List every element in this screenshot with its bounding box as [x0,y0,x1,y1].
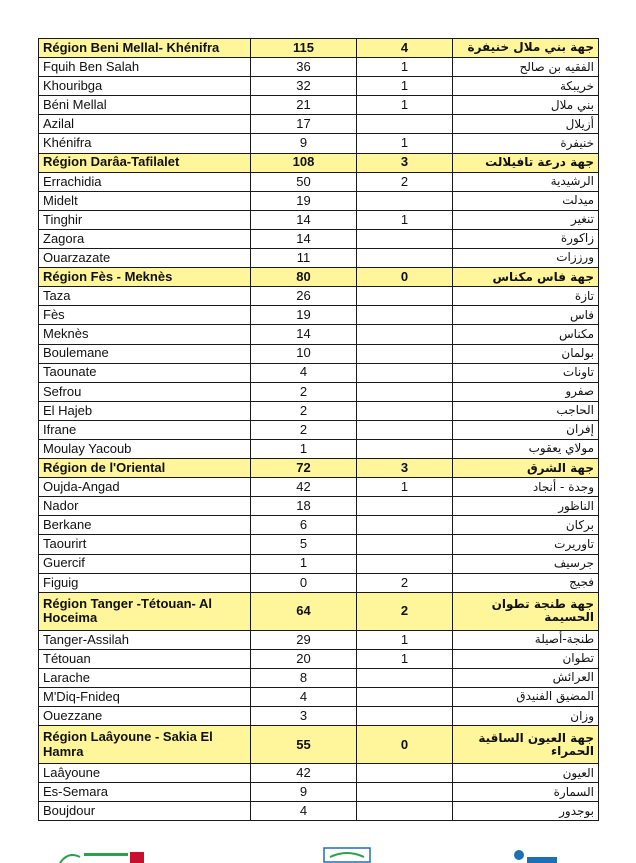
city-row [39,573,599,592]
name-ar-cell: تازة [453,287,599,306]
deaths-cell: 2 [357,172,453,191]
cases-cell: 9 [251,783,357,802]
name-ar-cell: بولمان [453,344,599,363]
deaths-cell [357,688,453,707]
cases-cell: 2 [251,382,357,401]
deaths-cell: 1 [357,210,453,229]
city-row [39,229,599,248]
name-ar-cell: جهة الشرق [453,459,599,478]
name-fr-cell: Boujdour [39,802,251,821]
cases-cell: 1 [251,554,357,573]
cases-cell: 32 [251,77,357,96]
cases-cell: 108 [251,153,357,172]
name-fr-cell: M'Diq-Fnideq [39,688,251,707]
name-fr-cell: Sefrou [39,382,251,401]
deaths-cell: 2 [357,573,453,592]
deaths-cell: 1 [357,96,453,115]
cases-cell: 18 [251,497,357,516]
city-row [39,210,599,229]
name-ar-cell: جرسيف [453,554,599,573]
city-row [39,191,599,210]
region-cases-table [38,38,599,821]
name-ar-cell: أزيلال [453,115,599,134]
name-fr-cell: Région Beni Mellal- Khénifra [39,39,251,58]
name-ar-cell: جهة العيون الساقية الحمراء [453,726,599,764]
name-ar-cell: ورززات [453,249,599,268]
deaths-cell [357,401,453,420]
cases-cell: 4 [251,363,357,382]
deaths-cell [357,707,453,726]
name-fr-cell: Tinghir [39,210,251,229]
name-fr-cell: Région Laâyoune - Sakia El Hamra [39,726,251,764]
city-row [39,382,599,401]
deaths-cell [357,229,453,248]
footer-logos [0,847,636,863]
cases-cell: 19 [251,306,357,325]
name-ar-cell: وزان [453,707,599,726]
deaths-cell [357,382,453,401]
deaths-cell: 3 [357,459,453,478]
name-ar-cell: الفقيه بن صالح [453,58,599,77]
deaths-cell [357,287,453,306]
name-ar-cell: جهة فاس مكناس [453,268,599,287]
deaths-cell [357,783,453,802]
deaths-cell [357,802,453,821]
name-fr-cell: Guercif [39,554,251,573]
name-fr-cell: Azilal [39,115,251,134]
city-row [39,668,599,687]
deaths-cell: 0 [357,726,453,764]
name-ar-cell: جهة بني ملال خنيفرة [453,39,599,58]
city-row [39,783,599,802]
name-ar-cell: ميدلت [453,191,599,210]
city-row [39,630,599,649]
name-fr-cell: Taounate [39,363,251,382]
city-row [39,649,599,668]
name-ar-cell: وجدة - أنجاد [453,478,599,497]
name-fr-cell: Taourirt [39,535,251,554]
cases-cell: 72 [251,459,357,478]
deaths-cell: 1 [357,58,453,77]
cases-cell: 21 [251,96,357,115]
name-fr-cell: Laâyoune [39,764,251,783]
cases-cell: 1 [251,439,357,458]
name-fr-cell: Région Fès - Meknès [39,268,251,287]
cases-cell: 0 [251,573,357,592]
name-fr-cell: Meknès [39,325,251,344]
name-fr-cell: Tétouan [39,649,251,668]
name-fr-cell: Larache [39,668,251,687]
city-row [39,420,599,439]
name-ar-cell: العيون [453,764,599,783]
city-row [39,535,599,554]
name-ar-cell: تاونات [453,363,599,382]
deaths-cell: 0 [357,268,453,287]
name-fr-cell: Région de l'Oriental [39,459,251,478]
city-row [39,96,599,115]
organization-logo-icon [505,849,565,863]
deaths-cell [357,420,453,439]
city-row [39,439,599,458]
cases-cell: 3 [251,707,357,726]
name-ar-cell: بركان [453,516,599,535]
name-ar-cell: بني ملال [453,96,599,115]
name-fr-cell: Fès [39,306,251,325]
deaths-cell: 4 [357,39,453,58]
name-ar-cell: جهة طنجة تطوان الحسيمة [453,592,599,630]
name-fr-cell: Région Darâa-Tafilalet [39,153,251,172]
cases-cell: 6 [251,516,357,535]
region-row [39,268,599,287]
name-fr-cell: Ouarzazate [39,249,251,268]
name-fr-cell: Boulemane [39,344,251,363]
cases-cell: 36 [251,58,357,77]
name-ar-cell: الناظور [453,497,599,516]
cases-cell: 55 [251,726,357,764]
name-fr-cell: Nador [39,497,251,516]
name-fr-cell: Moulay Yacoub [39,439,251,458]
city-row [39,764,599,783]
cases-cell: 50 [251,172,357,191]
cases-cell: 14 [251,229,357,248]
cases-cell: 42 [251,478,357,497]
cases-cell: 20 [251,649,357,668]
deaths-cell: 1 [357,77,453,96]
deaths-cell: 1 [357,649,453,668]
deaths-cell: 1 [357,134,453,153]
deaths-cell: 1 [357,478,453,497]
city-row [39,802,599,821]
city-row [39,249,599,268]
cases-cell: 14 [251,325,357,344]
name-ar-cell: فاس [453,306,599,325]
city-row [39,554,599,573]
region-row [39,459,599,478]
name-ar-cell: جهة درعة تافيلالت [453,153,599,172]
deaths-cell: 3 [357,153,453,172]
deaths-cell [357,497,453,516]
name-ar-cell: خنيفرة [453,134,599,153]
cases-cell: 42 [251,764,357,783]
name-ar-cell: صفرو [453,382,599,401]
name-ar-cell: المضيق الفنيدق [453,688,599,707]
name-ar-cell: خريبكة [453,77,599,96]
name-ar-cell: السمارة [453,783,599,802]
deaths-cell [357,535,453,554]
name-ar-cell: الحاجب [453,401,599,420]
name-fr-cell: Région Tanger -Tétouan- Al Hoceima [39,592,251,630]
deaths-cell [357,115,453,134]
city-row [39,77,599,96]
city-row [39,707,599,726]
name-fr-cell: Khénifra [39,134,251,153]
cases-cell: 14 [251,210,357,229]
name-fr-cell: Ifrane [39,420,251,439]
deaths-cell [357,439,453,458]
name-ar-cell: مولاي يعقوب [453,439,599,458]
deaths-cell [357,554,453,573]
city-row [39,363,599,382]
region-row [39,726,599,764]
city-row [39,306,599,325]
cases-cell: 8 [251,668,357,687]
deaths-cell [357,516,453,535]
city-row [39,325,599,344]
city-row [39,344,599,363]
name-fr-cell: Errachidia [39,172,251,191]
name-ar-cell: إفران [453,420,599,439]
deaths-cell [357,325,453,344]
name-ar-cell: تطوان [453,649,599,668]
cases-cell: 80 [251,268,357,287]
cases-cell: 2 [251,420,357,439]
name-fr-cell: Béni Mellal [39,96,251,115]
region-row [39,592,599,630]
ministry-logo-icon [58,849,148,863]
name-ar-cell: تنغير [453,210,599,229]
name-fr-cell: Midelt [39,191,251,210]
region-row [39,39,599,58]
deaths-cell: 1 [357,630,453,649]
name-ar-cell: زاكورة [453,229,599,248]
cases-cell: 115 [251,39,357,58]
name-fr-cell: Es-Semara [39,783,251,802]
city-row [39,516,599,535]
cases-cell: 4 [251,688,357,707]
cases-cell: 26 [251,287,357,306]
health-logo-icon [322,847,372,863]
name-fr-cell: El Hajeb [39,401,251,420]
name-ar-cell: طنجة-أصيلة [453,630,599,649]
cases-cell: 5 [251,535,357,554]
deaths-cell [357,764,453,783]
city-row [39,115,599,134]
name-ar-cell: تاوريرت [453,535,599,554]
city-row [39,497,599,516]
table-body [39,39,599,821]
city-row [39,134,599,153]
name-fr-cell: Oujda-Angad [39,478,251,497]
deaths-cell: 2 [357,592,453,630]
cases-cell: 4 [251,802,357,821]
cases-cell: 64 [251,592,357,630]
name-fr-cell: Figuig [39,573,251,592]
cases-cell: 9 [251,134,357,153]
cases-cell: 2 [251,401,357,420]
deaths-cell [357,249,453,268]
city-row [39,401,599,420]
name-ar-cell: الرشيدية [453,172,599,191]
name-fr-cell: Zagora [39,229,251,248]
name-fr-cell: Fquih Ben Salah [39,58,251,77]
cases-cell: 19 [251,191,357,210]
deaths-cell [357,363,453,382]
city-row [39,58,599,77]
name-fr-cell: Berkane [39,516,251,535]
name-ar-cell: العرائش [453,668,599,687]
name-fr-cell: Khouribga [39,77,251,96]
city-row [39,688,599,707]
city-row [39,478,599,497]
name-fr-cell: Ouezzane [39,707,251,726]
city-row [39,287,599,306]
name-fr-cell: Taza [39,287,251,306]
name-ar-cell: مكناس [453,325,599,344]
cases-cell: 29 [251,630,357,649]
name-fr-cell: Tanger-Assilah [39,630,251,649]
city-row [39,172,599,191]
deaths-cell [357,668,453,687]
region-row [39,153,599,172]
deaths-cell [357,306,453,325]
cases-cell: 17 [251,115,357,134]
cases-cell: 11 [251,249,357,268]
deaths-cell [357,191,453,210]
name-ar-cell: فجيج [453,573,599,592]
cases-cell: 10 [251,344,357,363]
deaths-cell [357,344,453,363]
name-ar-cell: بوجدور [453,802,599,821]
